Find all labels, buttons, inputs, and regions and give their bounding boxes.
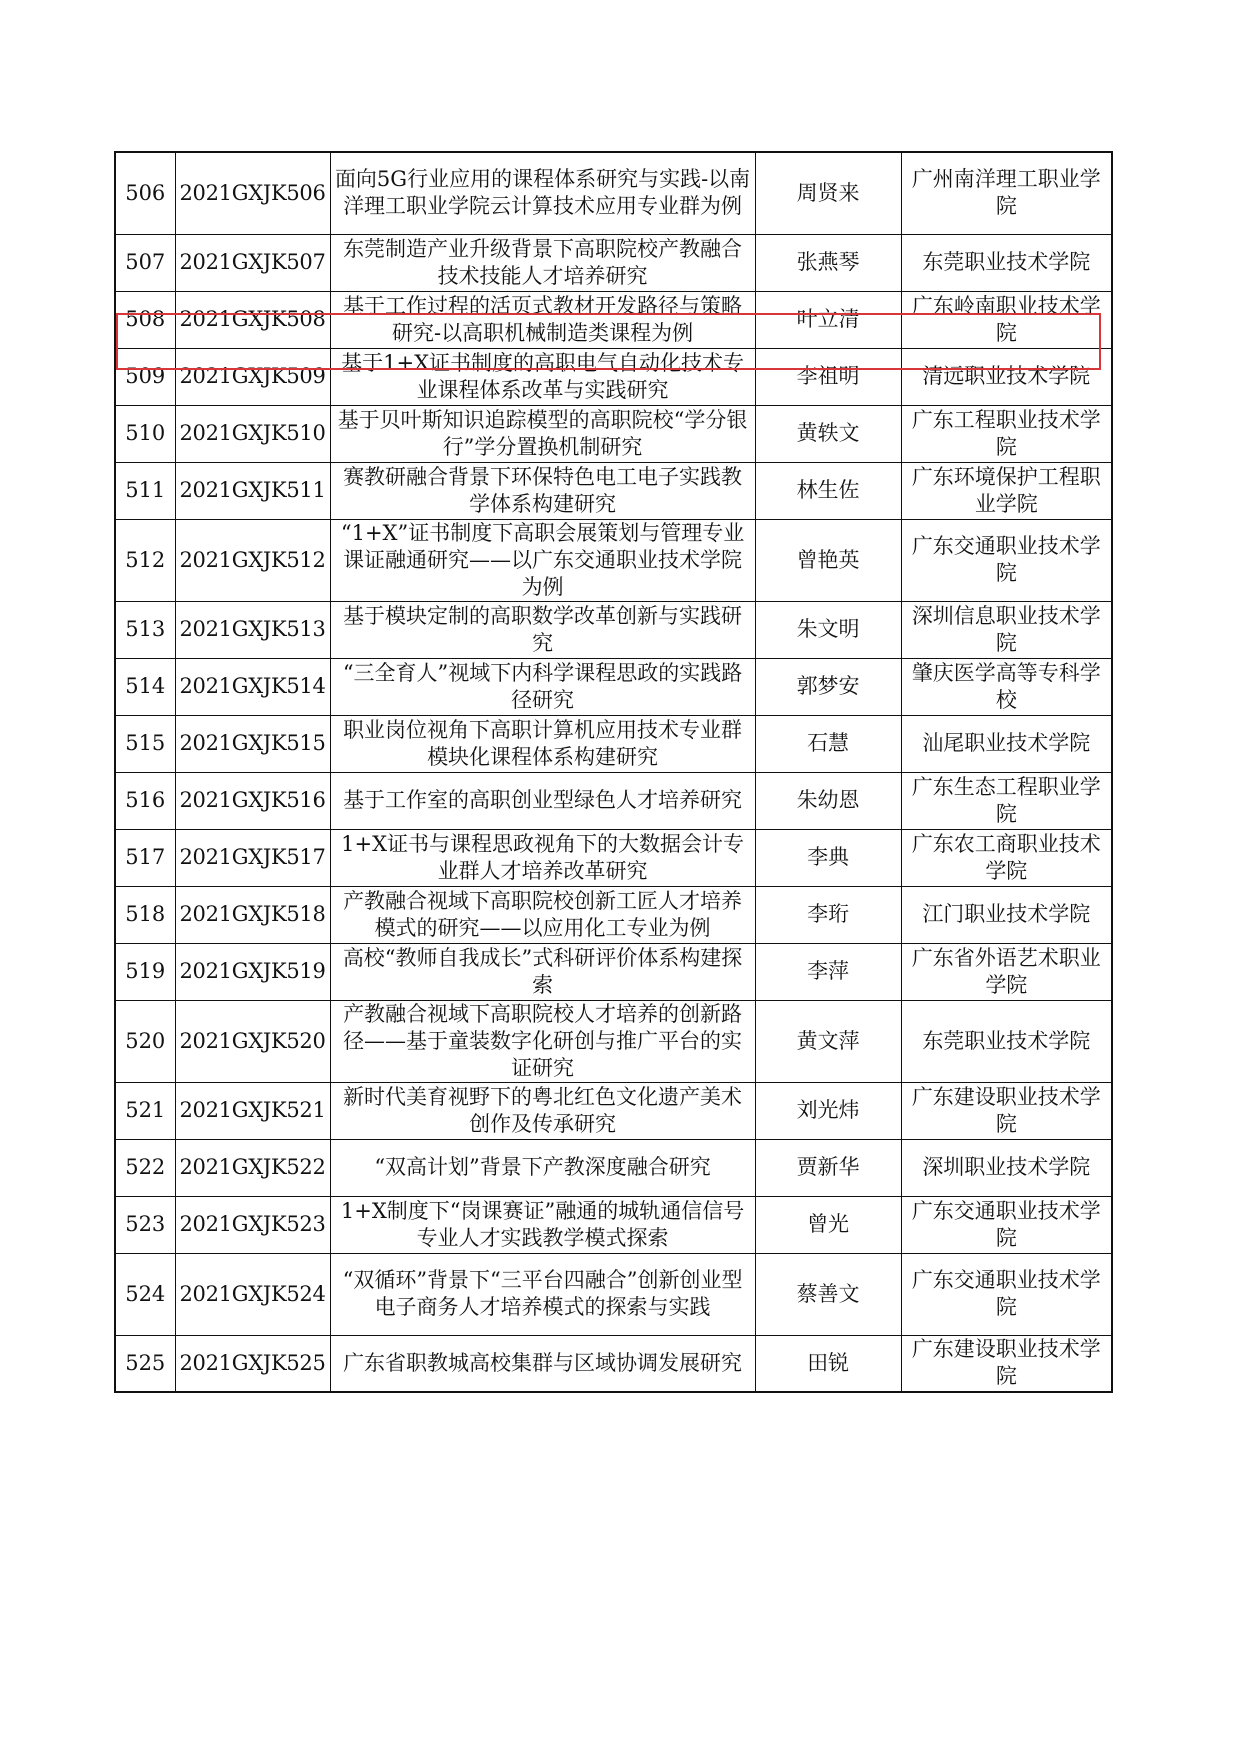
row-number: 514 <box>115 658 175 715</box>
project-leader: 周贤来 <box>755 152 901 234</box>
institution-name: 江门职业技术学院 <box>901 886 1112 943</box>
row-number: 508 <box>115 291 175 348</box>
institution-name: 汕尾职业技术学院 <box>901 715 1112 772</box>
row-number: 522 <box>115 1139 175 1196</box>
project-code: 2021GXJK523 <box>175 1196 330 1253</box>
project-leader: 黄文萍 <box>755 1000 901 1082</box>
table-row <box>115 715 1112 772</box>
institution-name: 广州南洋理工职业学院 <box>901 152 1112 234</box>
project-name: 1+X证书与课程思政视角下的大数据会计专业群人才培养改革研究 <box>330 829 755 886</box>
institution-name: 清远职业技术学院 <box>901 348 1112 405</box>
project-name: 新时代美育视野下的粤北红色文化遗产美术创作及传承研究 <box>330 1082 755 1139</box>
project-name: 1+X制度下“岗课赛证”融通的城轨通信信号专业人才实践教学模式探索 <box>330 1196 755 1253</box>
project-name: “三全育人”视域下内科学课程思政的实践路径研究 <box>330 658 755 715</box>
project-code: 2021GXJK509 <box>175 348 330 405</box>
project-code: 2021GXJK515 <box>175 715 330 772</box>
row-number: 516 <box>115 772 175 829</box>
project-name: “双循环”背景下“三平台四融合”创新创业型电子商务人才培养模式的探索与实践 <box>330 1253 755 1335</box>
project-name: 基于1+X证书制度的高职电气自动化技术专业课程体系改革与实践研究 <box>330 348 755 405</box>
row-number: 523 <box>115 1196 175 1253</box>
project-name: 高校“教师自我成长”式科研评价体系构建探索 <box>330 943 755 1000</box>
project-name: 产教融合视域下高职院校创新工匠人才培养模式的研究——以应用化工专业为例 <box>330 886 755 943</box>
table-row <box>115 348 1112 405</box>
project-code: 2021GXJK508 <box>175 291 330 348</box>
row-number: 509 <box>115 348 175 405</box>
table-row <box>115 1196 1112 1253</box>
table-row <box>115 291 1112 348</box>
institution-name: 肇庆医学高等专科学校 <box>901 658 1112 715</box>
institution-name: 深圳职业技术学院 <box>901 1139 1112 1196</box>
row-number: 507 <box>115 234 175 291</box>
table-row <box>115 829 1112 886</box>
project-code: 2021GXJK516 <box>175 772 330 829</box>
project-code: 2021GXJK521 <box>175 1082 330 1139</box>
row-number: 510 <box>115 405 175 462</box>
project-leader: 朱幼恩 <box>755 772 901 829</box>
project-code: 2021GXJK507 <box>175 234 330 291</box>
institution-name: 东莞职业技术学院 <box>901 234 1112 291</box>
project-leader: 刘光炜 <box>755 1082 901 1139</box>
project-leader: 朱文明 <box>755 601 901 658</box>
project-code: 2021GXJK511 <box>175 462 330 519</box>
row-number: 515 <box>115 715 175 772</box>
project-leader: 蔡善文 <box>755 1253 901 1335</box>
project-leader: 郭梦安 <box>755 658 901 715</box>
project-name: “双高计划”背景下产教深度融合研究 <box>330 1139 755 1196</box>
row-number: 518 <box>115 886 175 943</box>
table-row <box>115 1082 1112 1139</box>
institution-name: 广东工程职业技术学院 <box>901 405 1112 462</box>
institution-name: 广东交通职业技术学院 <box>901 519 1112 601</box>
project-leader: 叶立清 <box>755 291 901 348</box>
project-leader: 田锐 <box>755 1335 901 1392</box>
institution-name: 广东生态工程职业学院 <box>901 772 1112 829</box>
project-leader: 林生佐 <box>755 462 901 519</box>
project-name: 面向5G行业应用的课程体系研究与实践-以南洋理工职业学院云计算技术应用专业群为例 <box>330 152 755 234</box>
table-row <box>115 405 1112 462</box>
institution-name: 广东交通职业技术学院 <box>901 1253 1112 1335</box>
project-list-table <box>114 151 1113 1393</box>
project-code: 2021GXJK524 <box>175 1253 330 1335</box>
project-name: 基于模块定制的高职数学改革创新与实践研究 <box>330 601 755 658</box>
institution-name: 广东交通职业技术学院 <box>901 1196 1112 1253</box>
project-leader: 李典 <box>755 829 901 886</box>
project-leader: 黄轶文 <box>755 405 901 462</box>
project-leader: 石慧 <box>755 715 901 772</box>
row-number: 512 <box>115 519 175 601</box>
row-number: 519 <box>115 943 175 1000</box>
project-code: 2021GXJK519 <box>175 943 330 1000</box>
row-number: 520 <box>115 1000 175 1082</box>
project-code: 2021GXJK510 <box>175 405 330 462</box>
institution-name: 东莞职业技术学院 <box>901 1000 1112 1082</box>
project-code: 2021GXJK513 <box>175 601 330 658</box>
project-name: 职业岗位视角下高职计算机应用技术专业群模块化课程体系构建研究 <box>330 715 755 772</box>
row-number: 513 <box>115 601 175 658</box>
table-row <box>115 1335 1112 1392</box>
project-name: “1+X”证书制度下高职会展策划与管理专业课证融通研究——以广东交通职业技术学院为例 <box>330 519 755 601</box>
table-row <box>115 772 1112 829</box>
project-leader: 李祖明 <box>755 348 901 405</box>
project-code: 2021GXJK517 <box>175 829 330 886</box>
institution-name: 广东环境保护工程职业学院 <box>901 462 1112 519</box>
project-leader: 李萍 <box>755 943 901 1000</box>
project-leader: 李珩 <box>755 886 901 943</box>
table-row <box>115 1253 1112 1335</box>
table-row <box>115 886 1112 943</box>
project-code: 2021GXJK522 <box>175 1139 330 1196</box>
table-row <box>115 1139 1112 1196</box>
institution-name: 广东建设职业技术学院 <box>901 1335 1112 1392</box>
project-code: 2021GXJK520 <box>175 1000 330 1082</box>
institution-name: 广东省外语艺术职业学院 <box>901 943 1112 1000</box>
institution-name: 广东农工商职业技术学院 <box>901 829 1112 886</box>
project-leader: 曾光 <box>755 1196 901 1253</box>
table-row <box>115 1000 1112 1082</box>
project-name: 基于贝叶斯知识追踪模型的高职院校“学分银行”学分置换机制研究 <box>330 405 755 462</box>
project-code: 2021GXJK525 <box>175 1335 330 1392</box>
table-row <box>115 943 1112 1000</box>
project-code: 2021GXJK518 <box>175 886 330 943</box>
row-number: 521 <box>115 1082 175 1139</box>
row-number: 524 <box>115 1253 175 1335</box>
project-code: 2021GXJK512 <box>175 519 330 601</box>
table-row <box>115 152 1112 234</box>
row-number: 511 <box>115 462 175 519</box>
project-name: 基于工作过程的活页式教材开发路径与策略研究-以高职机械制造类课程为例 <box>330 291 755 348</box>
row-number: 525 <box>115 1335 175 1392</box>
project-leader: 曾艳英 <box>755 519 901 601</box>
institution-name: 深圳信息职业技术学院 <box>901 601 1112 658</box>
institution-name: 广东建设职业技术学院 <box>901 1082 1112 1139</box>
project-code: 2021GXJK506 <box>175 152 330 234</box>
project-name: 赛教研融合背景下环保特色电工电子实践教学体系构建研究 <box>330 462 755 519</box>
project-name: 基于工作室的高职创业型绿色人才培养研究 <box>330 772 755 829</box>
project-name: 东莞制造产业升级背景下高职院校产教融合技术技能人才培养研究 <box>330 234 755 291</box>
table-row <box>115 462 1112 519</box>
table-row <box>115 234 1112 291</box>
row-number: 506 <box>115 152 175 234</box>
project-leader: 贾新华 <box>755 1139 901 1196</box>
table-body <box>115 152 1112 1392</box>
project-leader: 张燕琴 <box>755 234 901 291</box>
project-code: 2021GXJK514 <box>175 658 330 715</box>
institution-name: 广东岭南职业技术学院 <box>901 291 1112 348</box>
project-name: 广东省职教城高校集群与区域协调发展研究 <box>330 1335 755 1392</box>
table-row <box>115 658 1112 715</box>
project-name: 产教融合视域下高职院校人才培养的创新路径——基于童装数字化研创与推广平台的实证研究 <box>330 1000 755 1082</box>
row-number: 517 <box>115 829 175 886</box>
table-row <box>115 519 1112 601</box>
table-row <box>115 601 1112 658</box>
